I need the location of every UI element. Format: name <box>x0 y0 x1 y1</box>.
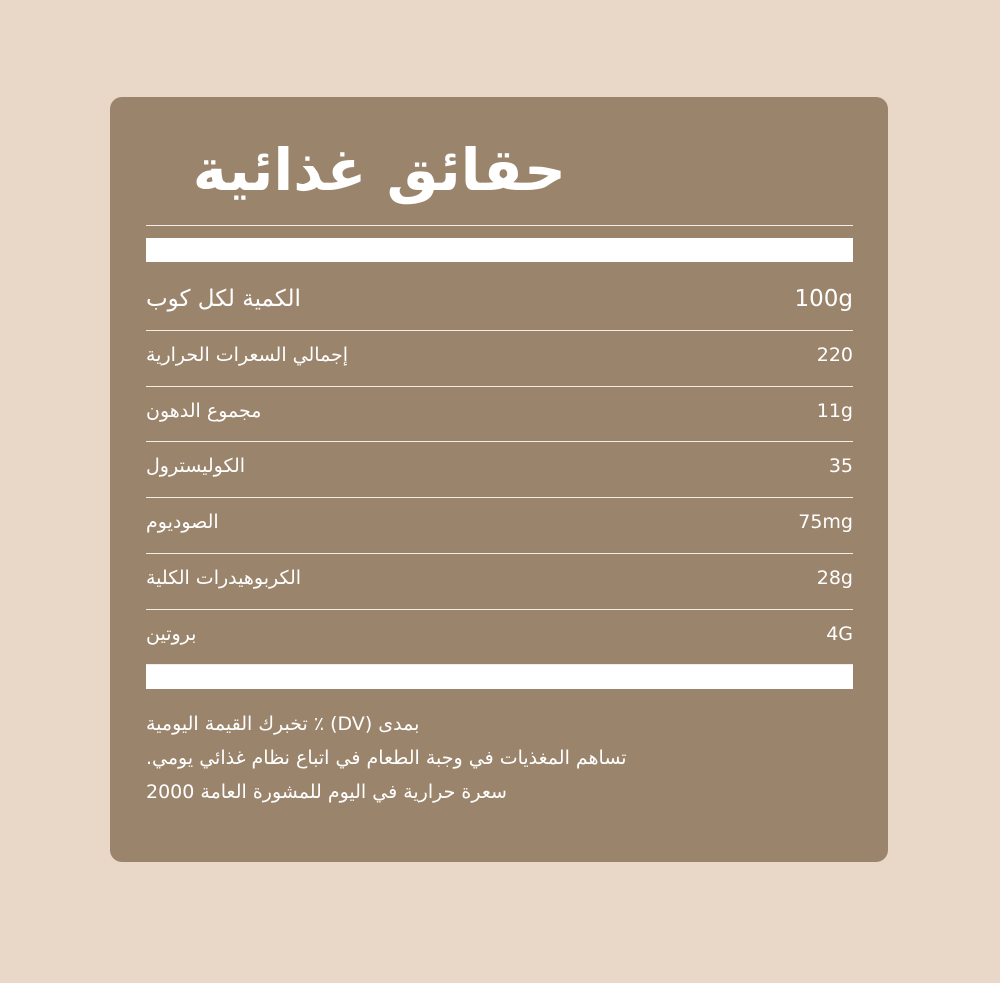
nutrient-label: الصوديوم <box>146 511 219 533</box>
footnote-line: تساهم المغذيات في وجبة الطعام في اتباع نظام غذائي يومي. <box>146 747 627 769</box>
nutrient-label: إجمالي السعرات الحرارية <box>146 344 349 366</box>
footnote-line: بمدى (DV) ٪ تخبرك القيمة اليومية <box>146 713 420 735</box>
divider <box>146 225 853 226</box>
nutrient-row-sodium <box>146 495 853 550</box>
nutrient-label: الكوليسترول <box>146 455 246 477</box>
nutrient-value: 28g <box>816 567 853 589</box>
nutrient-row-fat <box>146 384 853 439</box>
nutrient-value: 220 <box>816 344 853 366</box>
nutrient-label: الكربوهيدرات الكلية <box>146 567 302 589</box>
nutrient-value: 4G <box>826 623 853 645</box>
thick-divider-bottom <box>146 665 853 689</box>
nutrient-value: 11g <box>816 400 853 422</box>
nutrient-value: 35 <box>828 455 853 477</box>
nutrient-label: بروتين <box>146 623 197 645</box>
footnote-line: سعرة حرارية في اليوم للمشورة العامة 2000 <box>146 781 507 803</box>
nutrient-row-protein <box>146 607 853 662</box>
serving-row <box>146 272 853 327</box>
serving-value: 100g <box>794 286 853 312</box>
nutrient-row-calories <box>146 328 853 383</box>
nutrition-title: حقائق غذائية <box>192 136 566 204</box>
nutrition-facts-card <box>110 97 888 862</box>
daily-value-footnote <box>146 707 853 809</box>
nutrient-row-carbs <box>146 551 853 606</box>
nutrient-label: مجموع الدهون <box>146 400 262 422</box>
thick-divider-top <box>146 238 853 262</box>
nutrient-value: 75mg <box>798 511 853 533</box>
nutrient-row-cholesterol <box>146 439 853 494</box>
serving-label: الكمية لكل كوب <box>146 286 301 312</box>
